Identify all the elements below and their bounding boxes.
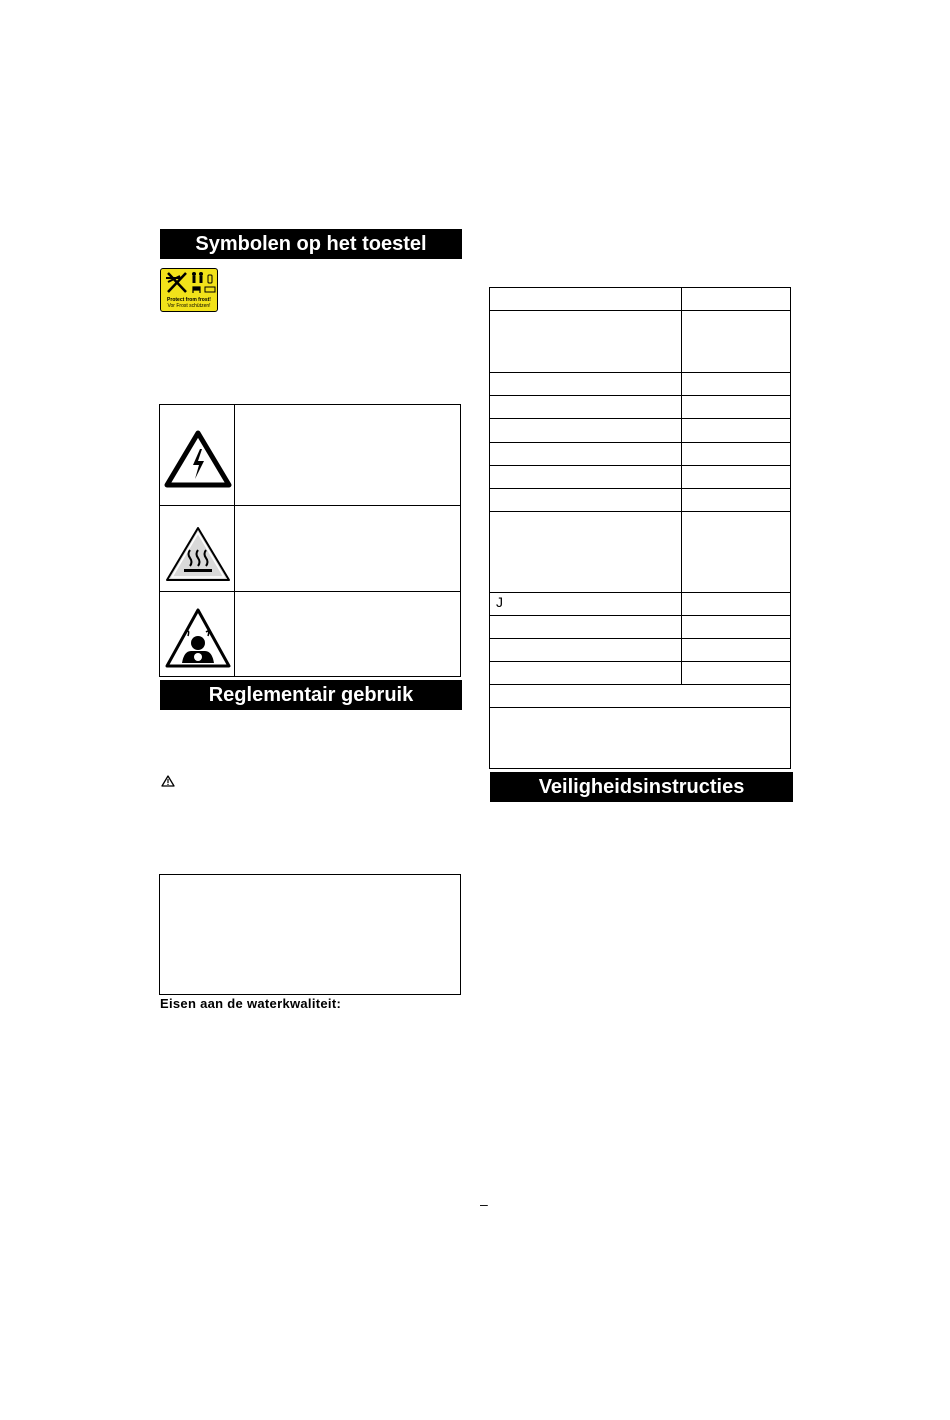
- table-row-divider: [490, 615, 790, 616]
- table-row-divider: [490, 418, 790, 419]
- table-row-divider: [490, 511, 790, 512]
- water-quality-heading: Eisen aan de waterkwaliteit:: [160, 996, 342, 1011]
- hot-surface-warning-icon: [164, 524, 232, 584]
- note-box: [159, 874, 461, 995]
- table-row-divider: [490, 661, 790, 662]
- table-row-divider: [490, 684, 790, 685]
- technical-data-table: [489, 287, 791, 769]
- table-column-divider: [681, 288, 682, 684]
- symbols-desc-cell: [234, 592, 235, 677]
- electric-shock-warning-icon: [164, 429, 232, 489]
- safety-heading: Veiligheidsinstructies: [490, 772, 793, 802]
- table-row-divider: [490, 707, 790, 708]
- table-row-divider: [490, 395, 790, 396]
- frost-label-line2: Vor Frost schützen!: [167, 302, 211, 309]
- page-number: –: [480, 1196, 488, 1212]
- table-row-divider: [490, 592, 790, 593]
- symbols-row-electric: [160, 405, 460, 506]
- frost-pictogram-icon: [162, 270, 218, 296]
- frost-label-line1: Protect from frost!: [167, 297, 211, 303]
- table-row-divider: [490, 638, 790, 639]
- table-row-divider: [490, 465, 790, 466]
- symbols-row-hot-surface: [160, 506, 460, 592]
- table-row-label: J: [496, 594, 503, 610]
- frost-protection-label: [160, 268, 218, 312]
- frost-label-text: [163, 298, 215, 309]
- symbols-desc-cell: [234, 405, 235, 505]
- warning-triangle-icon: [161, 775, 175, 787]
- table-row-divider: [490, 372, 790, 373]
- intended-use-heading: Reglementair gebruik: [160, 680, 462, 710]
- symbols-row-toxic-fumes: [160, 592, 460, 677]
- symbols-heading: Symbolen op het toestel: [160, 229, 462, 259]
- table-row-divider: [490, 488, 790, 489]
- table-row-divider: [490, 442, 790, 443]
- toxic-fumes-warning-icon: [164, 607, 232, 669]
- table-row-divider: [490, 310, 790, 311]
- symbols-desc-cell: [234, 506, 235, 591]
- symbols-table: [159, 404, 461, 677]
